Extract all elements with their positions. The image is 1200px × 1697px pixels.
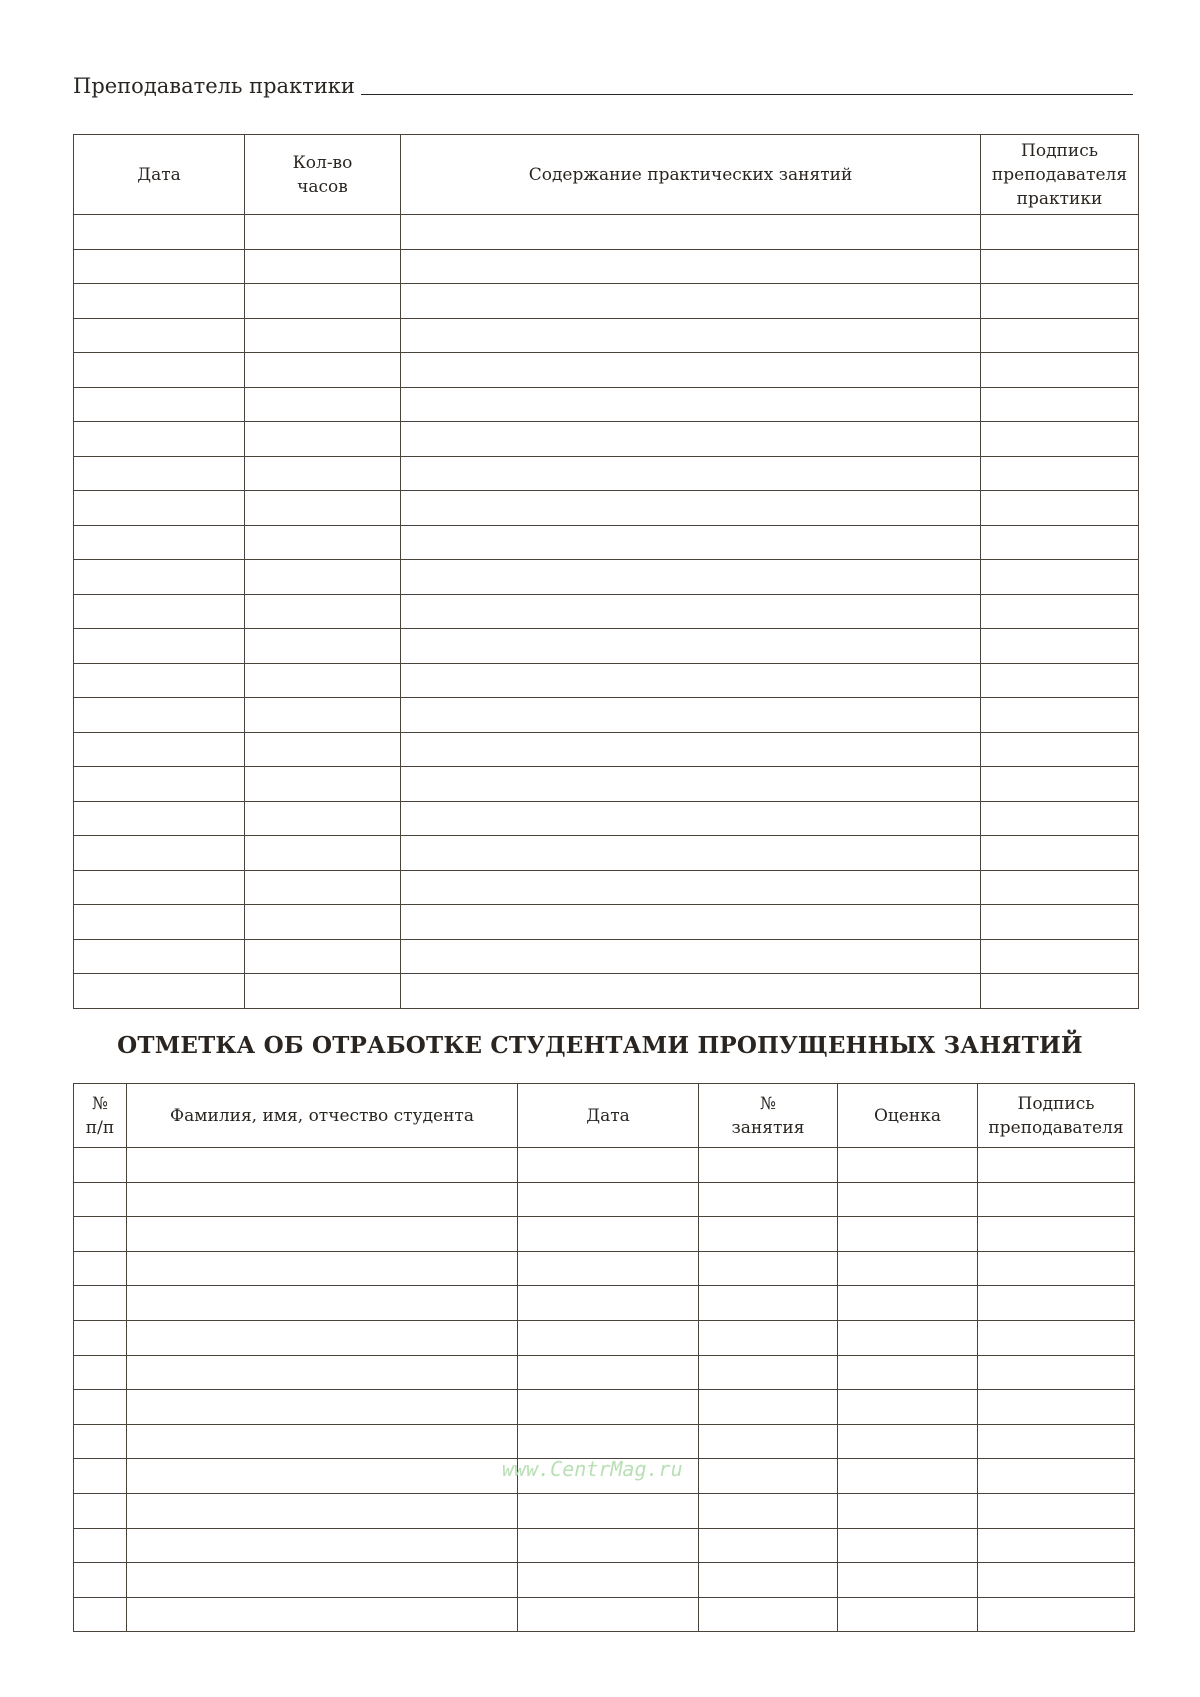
content-cell[interactable] xyxy=(401,215,981,250)
hours-cell[interactable] xyxy=(245,767,401,802)
hours-cell[interactable] xyxy=(245,663,401,698)
signature-cell[interactable] xyxy=(981,215,1139,250)
number-cell[interactable] xyxy=(74,1390,127,1425)
content-cell[interactable] xyxy=(401,836,981,871)
table-row xyxy=(74,870,1139,905)
signature-cell[interactable] xyxy=(978,1182,1135,1217)
table-row xyxy=(74,1320,1135,1355)
table-row xyxy=(74,422,1139,457)
hours-cell[interactable] xyxy=(245,353,401,388)
hours-cell[interactable] xyxy=(245,870,401,905)
lesson-number-cell[interactable] xyxy=(699,1390,838,1425)
signature-cell[interactable] xyxy=(981,698,1139,733)
grade-cell[interactable] xyxy=(838,1528,978,1563)
student-name-cell[interactable] xyxy=(127,1597,518,1632)
student-name-cell[interactable] xyxy=(127,1563,518,1598)
col-header-date: Дата xyxy=(518,1084,699,1148)
table-row xyxy=(74,801,1139,836)
table-row xyxy=(74,732,1139,767)
table-row xyxy=(74,525,1139,560)
date-cell[interactable] xyxy=(74,836,245,871)
date-cell[interactable] xyxy=(74,525,245,560)
date-cell[interactable] xyxy=(74,387,245,422)
col-header-hours: Кол-во часов xyxy=(245,135,401,215)
watermark: www.CentrMag.ru xyxy=(502,1457,683,1481)
instructor-name-field[interactable] xyxy=(361,93,1133,95)
table-row xyxy=(74,1493,1135,1528)
col-header-signature: Подпись преподавателя практики xyxy=(981,135,1139,215)
table-row xyxy=(74,1597,1135,1632)
signature-cell[interactable] xyxy=(978,1355,1135,1390)
signature-cell[interactable] xyxy=(981,249,1139,284)
signature-cell[interactable] xyxy=(978,1493,1135,1528)
hours-cell[interactable] xyxy=(245,560,401,595)
table-row xyxy=(74,249,1139,284)
makeup-table xyxy=(73,1083,1135,1632)
content-cell[interactable] xyxy=(401,629,981,664)
grade-cell[interactable] xyxy=(838,1493,978,1528)
signature-cell[interactable] xyxy=(978,1286,1135,1321)
practice-table xyxy=(73,134,1139,1009)
table-row xyxy=(74,594,1139,629)
table-row xyxy=(74,629,1139,664)
grade-cell[interactable] xyxy=(838,1251,978,1286)
student-name-cell[interactable] xyxy=(127,1424,518,1459)
grade-cell[interactable] xyxy=(838,1182,978,1217)
lesson-number-cell[interactable] xyxy=(699,1528,838,1563)
content-cell[interactable] xyxy=(401,491,981,526)
col-header-date: Дата xyxy=(74,135,245,215)
number-cell[interactable] xyxy=(74,1355,127,1390)
content-cell[interactable] xyxy=(401,939,981,974)
grade-cell[interactable] xyxy=(838,1355,978,1390)
date-cell[interactable] xyxy=(518,1355,699,1390)
grade-cell[interactable] xyxy=(838,1459,978,1494)
date-cell[interactable] xyxy=(518,1217,699,1252)
number-cell[interactable] xyxy=(74,1563,127,1598)
signature-cell[interactable] xyxy=(981,974,1139,1009)
hours-cell[interactable] xyxy=(245,318,401,353)
signature-cell[interactable] xyxy=(978,1148,1135,1183)
student-name-cell[interactable] xyxy=(127,1251,518,1286)
signature-cell[interactable] xyxy=(978,1424,1135,1459)
table-row xyxy=(74,836,1139,871)
table-row xyxy=(74,1563,1135,1598)
signature-cell[interactable] xyxy=(981,732,1139,767)
date-cell[interactable] xyxy=(74,767,245,802)
date-cell[interactable] xyxy=(518,1320,699,1355)
content-cell[interactable] xyxy=(401,663,981,698)
date-cell[interactable] xyxy=(74,491,245,526)
signature-cell[interactable] xyxy=(981,456,1139,491)
date-cell[interactable] xyxy=(74,698,245,733)
date-cell[interactable] xyxy=(518,1424,699,1459)
signature-cell[interactable] xyxy=(978,1390,1135,1425)
date-cell[interactable] xyxy=(74,870,245,905)
grade-cell[interactable] xyxy=(838,1148,978,1183)
date-cell[interactable] xyxy=(518,1251,699,1286)
signature-cell[interactable] xyxy=(981,525,1139,560)
signature-cell[interactable] xyxy=(978,1528,1135,1563)
col-header-grade: Оценка xyxy=(838,1084,978,1148)
hours-cell[interactable] xyxy=(245,801,401,836)
makeup-section-title: ОТМЕТКА ОБ ОТРАБОТКЕ СТУДЕНТАМИ ПРОПУЩЕННЫХ ЗАНЯТИЙ xyxy=(117,1032,1083,1059)
student-name-cell[interactable] xyxy=(127,1182,518,1217)
table-row xyxy=(74,284,1139,319)
date-cell[interactable] xyxy=(74,249,245,284)
signature-cell[interactable] xyxy=(981,422,1139,457)
hours-cell[interactable] xyxy=(245,905,401,940)
hours-cell[interactable] xyxy=(245,939,401,974)
date-cell[interactable] xyxy=(74,215,245,250)
date-cell[interactable] xyxy=(518,1182,699,1217)
student-name-cell[interactable] xyxy=(127,1320,518,1355)
content-cell[interactable] xyxy=(401,974,981,1009)
number-cell[interactable] xyxy=(74,1217,127,1252)
signature-cell[interactable] xyxy=(978,1251,1135,1286)
table-row xyxy=(74,1390,1135,1425)
number-cell[interactable] xyxy=(74,1182,127,1217)
date-cell[interactable] xyxy=(74,732,245,767)
date-cell[interactable] xyxy=(518,1390,699,1425)
number-cell[interactable] xyxy=(74,1251,127,1286)
content-cell[interactable] xyxy=(401,594,981,629)
table-row xyxy=(74,491,1139,526)
student-name-cell[interactable] xyxy=(127,1355,518,1390)
lesson-number-cell[interactable] xyxy=(699,1251,838,1286)
hours-cell[interactable] xyxy=(245,594,401,629)
lesson-number-cell[interactable] xyxy=(699,1148,838,1183)
date-cell[interactable] xyxy=(74,560,245,595)
lesson-number-cell[interactable] xyxy=(699,1597,838,1632)
grade-cell[interactable] xyxy=(838,1217,978,1252)
table-row xyxy=(74,1182,1135,1217)
signature-cell[interactable] xyxy=(981,284,1139,319)
lesson-number-cell[interactable] xyxy=(699,1355,838,1390)
table-row xyxy=(74,905,1139,940)
date-cell[interactable] xyxy=(74,629,245,664)
hours-cell[interactable] xyxy=(245,732,401,767)
signature-cell[interactable] xyxy=(981,767,1139,802)
number-cell[interactable] xyxy=(74,1459,127,1494)
content-cell[interactable] xyxy=(401,560,981,595)
table-row xyxy=(74,353,1139,388)
hours-cell[interactable] xyxy=(245,698,401,733)
practice-table-header xyxy=(74,135,1139,215)
content-cell[interactable] xyxy=(401,767,981,802)
grade-cell[interactable] xyxy=(838,1320,978,1355)
signature-cell[interactable] xyxy=(981,560,1139,595)
date-cell[interactable] xyxy=(74,284,245,319)
student-name-cell[interactable] xyxy=(127,1390,518,1425)
content-cell[interactable] xyxy=(401,353,981,388)
hours-cell[interactable] xyxy=(245,422,401,457)
table-row xyxy=(74,1148,1135,1183)
makeup-table-header xyxy=(74,1084,1135,1148)
content-cell[interactable] xyxy=(401,456,981,491)
lesson-number-cell[interactable] xyxy=(699,1286,838,1321)
content-cell[interactable] xyxy=(401,698,981,733)
lesson-number-cell[interactable] xyxy=(699,1563,838,1598)
table-row xyxy=(74,663,1139,698)
lesson-number-cell[interactable] xyxy=(699,1182,838,1217)
hours-cell[interactable] xyxy=(245,456,401,491)
hours-cell[interactable] xyxy=(245,491,401,526)
signature-cell[interactable] xyxy=(981,387,1139,422)
signature-cell[interactable] xyxy=(981,594,1139,629)
date-cell[interactable] xyxy=(74,974,245,1009)
content-cell[interactable] xyxy=(401,249,981,284)
date-cell[interactable] xyxy=(518,1148,699,1183)
date-cell[interactable] xyxy=(74,318,245,353)
student-name-cell[interactable] xyxy=(127,1493,518,1528)
student-name-cell[interactable] xyxy=(127,1148,518,1183)
hours-cell[interactable] xyxy=(245,836,401,871)
student-name-cell[interactable] xyxy=(127,1286,518,1321)
grade-cell[interactable] xyxy=(838,1390,978,1425)
signature-cell[interactable] xyxy=(981,629,1139,664)
grade-cell[interactable] xyxy=(838,1286,978,1321)
signature-cell[interactable] xyxy=(978,1217,1135,1252)
date-cell[interactable] xyxy=(518,1286,699,1321)
table-row xyxy=(74,1528,1135,1563)
lesson-number-cell[interactable] xyxy=(699,1217,838,1252)
date-cell[interactable] xyxy=(74,353,245,388)
date-cell[interactable] xyxy=(518,1563,699,1598)
student-name-cell[interactable] xyxy=(127,1459,518,1494)
signature-cell[interactable] xyxy=(978,1320,1135,1355)
col-header-number: № п/п xyxy=(74,1084,127,1148)
instructor-label: Преподаватель практики xyxy=(73,74,355,98)
date-cell[interactable] xyxy=(74,456,245,491)
hours-cell[interactable] xyxy=(245,215,401,250)
number-cell[interactable] xyxy=(74,1528,127,1563)
hours-cell[interactable] xyxy=(245,387,401,422)
content-cell[interactable] xyxy=(401,387,981,422)
content-cell[interactable] xyxy=(401,422,981,457)
signature-cell[interactable] xyxy=(981,353,1139,388)
signature-cell[interactable] xyxy=(981,905,1139,940)
grade-cell[interactable] xyxy=(838,1597,978,1632)
table-row xyxy=(74,939,1139,974)
signature-cell[interactable] xyxy=(978,1563,1135,1598)
table-row xyxy=(74,318,1139,353)
signature-cell[interactable] xyxy=(981,318,1139,353)
grade-cell[interactable] xyxy=(838,1424,978,1459)
table-row xyxy=(74,698,1139,733)
signature-cell[interactable] xyxy=(981,870,1139,905)
content-cell[interactable] xyxy=(401,870,981,905)
col-header-content: Содержание практических занятий xyxy=(401,135,981,215)
content-cell[interactable] xyxy=(401,732,981,767)
lesson-number-cell[interactable] xyxy=(699,1459,838,1494)
student-name-cell[interactable] xyxy=(127,1528,518,1563)
content-cell[interactable] xyxy=(401,318,981,353)
date-cell[interactable] xyxy=(518,1528,699,1563)
table-row xyxy=(74,1217,1135,1252)
number-cell[interactable] xyxy=(74,1148,127,1183)
content-cell[interactable] xyxy=(401,801,981,836)
content-cell[interactable] xyxy=(401,905,981,940)
table-row xyxy=(74,767,1139,802)
grade-cell[interactable] xyxy=(838,1563,978,1598)
signature-cell[interactable] xyxy=(981,801,1139,836)
date-cell[interactable] xyxy=(518,1597,699,1632)
instructor-line xyxy=(73,66,1133,100)
makeup-table-body xyxy=(74,1148,1135,1632)
signature-cell[interactable] xyxy=(981,491,1139,526)
table-row xyxy=(74,1355,1135,1390)
student-name-cell[interactable] xyxy=(127,1217,518,1252)
col-header-signature: Подпись преподавателя xyxy=(978,1084,1135,1148)
signature-cell[interactable] xyxy=(981,663,1139,698)
number-cell[interactable] xyxy=(74,1597,127,1632)
signature-cell[interactable] xyxy=(978,1459,1135,1494)
date-cell[interactable] xyxy=(74,801,245,836)
practice-table-body xyxy=(74,215,1139,1009)
lesson-number-cell[interactable] xyxy=(699,1424,838,1459)
signature-cell[interactable] xyxy=(981,836,1139,871)
lesson-number-cell[interactable] xyxy=(699,1493,838,1528)
date-cell[interactable] xyxy=(74,663,245,698)
date-cell[interactable] xyxy=(74,594,245,629)
table-row xyxy=(74,1286,1135,1321)
lesson-number-cell[interactable] xyxy=(699,1320,838,1355)
number-cell[interactable] xyxy=(74,1320,127,1355)
date-cell[interactable] xyxy=(74,905,245,940)
signature-cell[interactable] xyxy=(981,939,1139,974)
number-cell[interactable] xyxy=(74,1286,127,1321)
table-row xyxy=(74,215,1139,250)
number-cell[interactable] xyxy=(74,1424,127,1459)
table-row xyxy=(74,560,1139,595)
col-header-student-name: Фамилия, имя, отчество студента xyxy=(127,1084,518,1148)
table-row xyxy=(74,387,1139,422)
col-header-lesson-number: № занятия xyxy=(699,1084,838,1148)
number-cell[interactable] xyxy=(74,1493,127,1528)
signature-cell[interactable] xyxy=(978,1597,1135,1632)
table-row xyxy=(74,974,1139,1009)
date-cell[interactable] xyxy=(74,422,245,457)
date-cell[interactable] xyxy=(74,939,245,974)
date-cell[interactable] xyxy=(518,1493,699,1528)
hours-cell[interactable] xyxy=(245,974,401,1009)
content-cell[interactable] xyxy=(401,284,981,319)
table-row xyxy=(74,1424,1135,1459)
hours-cell[interactable] xyxy=(245,525,401,560)
hours-cell[interactable] xyxy=(245,249,401,284)
table-row xyxy=(74,1251,1135,1286)
table-row xyxy=(74,456,1139,491)
hours-cell[interactable] xyxy=(245,284,401,319)
content-cell[interactable] xyxy=(401,525,981,560)
hours-cell[interactable] xyxy=(245,629,401,664)
